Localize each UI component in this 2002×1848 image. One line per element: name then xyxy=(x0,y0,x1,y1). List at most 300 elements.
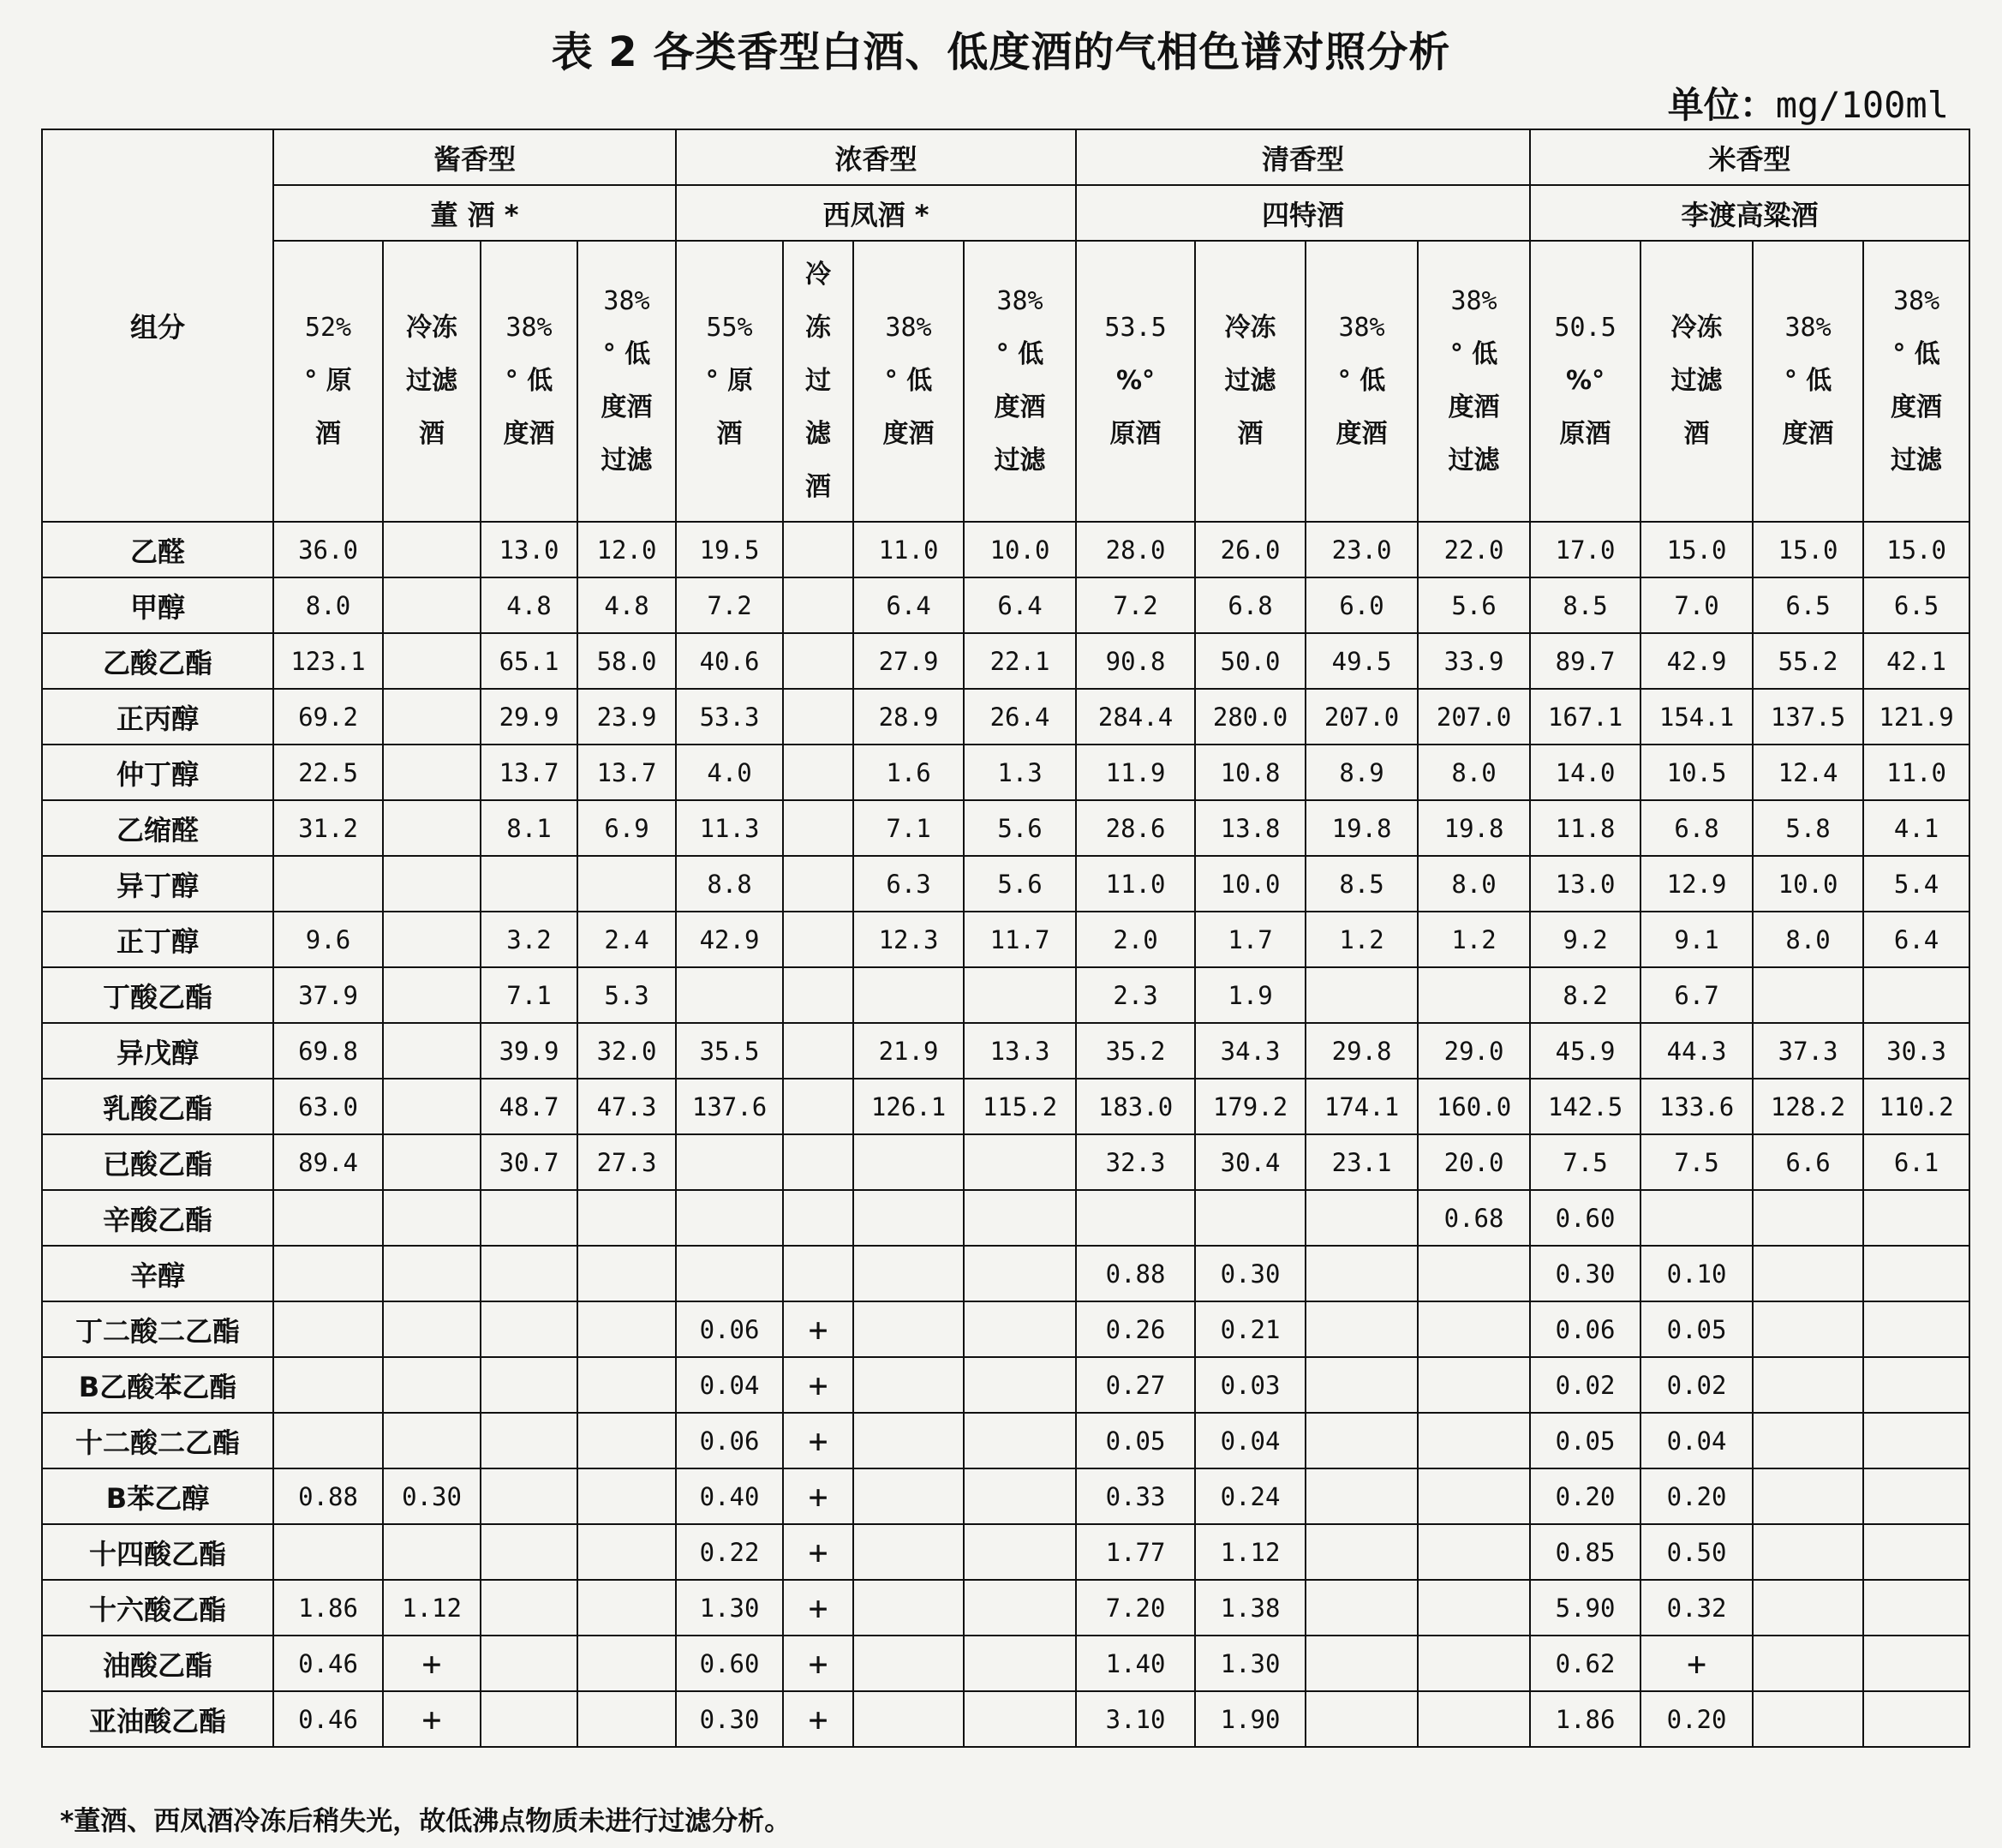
value-cell: 2.3 xyxy=(1076,967,1195,1023)
value-cell: 1.30 xyxy=(1195,1636,1306,1691)
column-header-desc: 冷冻 过滤 酒 xyxy=(406,313,457,449)
value-cell xyxy=(383,1357,481,1413)
value-cell: 37.9 xyxy=(273,967,383,1023)
value-cell: 0.30 xyxy=(383,1468,481,1524)
value-cell: 0.46 xyxy=(273,1691,383,1747)
value-cell: 0.30 xyxy=(1530,1246,1640,1301)
value-cell xyxy=(964,1691,1076,1747)
value-cell xyxy=(1306,1636,1418,1691)
column-header-desc: ° 低 度酒 过滤 xyxy=(994,339,1046,475)
value-cell: 1.86 xyxy=(273,1580,383,1636)
value-cell: 8.0 xyxy=(1418,856,1530,912)
column-header-abv: 38% xyxy=(1892,286,1940,316)
value-cell: 1.12 xyxy=(383,1580,481,1636)
value-cell xyxy=(1863,1190,1969,1246)
value-cell: 11.7 xyxy=(964,912,1076,967)
value-cell: + xyxy=(783,1468,853,1524)
value-cell: 0.02 xyxy=(1640,1357,1753,1413)
column-header-abv: 38% xyxy=(885,313,932,343)
value-cell: 30.4 xyxy=(1195,1134,1306,1190)
value-cell: + xyxy=(783,1524,853,1580)
value-cell: 154.1 xyxy=(1640,689,1753,745)
value-cell xyxy=(1418,1357,1530,1413)
value-cell xyxy=(853,1580,964,1636)
value-cell xyxy=(964,1357,1076,1413)
column-header-desc: ° 原 酒 xyxy=(304,366,352,449)
table-row xyxy=(42,912,1969,967)
column-header-abv: 55% xyxy=(706,313,753,343)
value-cell: + xyxy=(383,1636,481,1691)
column-header xyxy=(273,241,383,522)
value-cell: 8.0 xyxy=(273,577,383,633)
column-header xyxy=(1195,241,1306,522)
value-cell: 115.2 xyxy=(964,1079,1076,1134)
value-cell xyxy=(1418,967,1530,1023)
value-cell: 5.4 xyxy=(1863,856,1969,912)
value-cell: 0.24 xyxy=(1195,1468,1306,1524)
column-header-desc: %° 原酒 xyxy=(1109,366,1162,449)
value-cell xyxy=(1753,1190,1863,1246)
table-row xyxy=(42,1468,1969,1524)
value-cell xyxy=(783,967,853,1023)
table-row xyxy=(42,1190,1969,1246)
value-cell: 8.5 xyxy=(1530,577,1640,633)
value-cell: 7.20 xyxy=(1076,1580,1195,1636)
value-cell: 13.0 xyxy=(1530,856,1640,912)
value-cell: 89.4 xyxy=(273,1134,383,1190)
value-cell: 20.0 xyxy=(1418,1134,1530,1190)
value-cell xyxy=(481,1301,577,1357)
table-row xyxy=(42,577,1969,633)
value-cell xyxy=(383,856,481,912)
value-cell xyxy=(964,1301,1076,1357)
group-brand-header: 李渡高粱酒 xyxy=(1530,185,1969,241)
value-cell: 32.3 xyxy=(1076,1134,1195,1190)
value-cell xyxy=(577,1468,676,1524)
table-row xyxy=(42,856,1969,912)
value-cell xyxy=(577,1301,676,1357)
value-cell: 5.6 xyxy=(964,856,1076,912)
value-cell xyxy=(577,1190,676,1246)
value-cell: 0.32 xyxy=(1640,1580,1753,1636)
value-cell xyxy=(783,1023,853,1079)
table-row xyxy=(42,1413,1969,1468)
value-cell xyxy=(964,1524,1076,1580)
value-cell xyxy=(383,912,481,967)
value-cell: 8.0 xyxy=(1753,912,1863,967)
value-cell: 23.9 xyxy=(577,689,676,745)
value-cell: 5.6 xyxy=(1418,577,1530,633)
value-cell: 32.0 xyxy=(577,1023,676,1079)
value-cell: 0.20 xyxy=(1530,1468,1640,1524)
value-cell xyxy=(1863,1301,1969,1357)
component-name: 异丁醇 xyxy=(42,856,273,912)
value-cell: 11.3 xyxy=(676,800,783,856)
value-cell: 27.3 xyxy=(577,1134,676,1190)
column-header xyxy=(1076,241,1195,522)
group-brand-header: 董 酒 * xyxy=(273,185,676,241)
value-cell: + xyxy=(383,1691,481,1747)
value-cell: 0.88 xyxy=(273,1468,383,1524)
value-cell: 49.5 xyxy=(1306,633,1418,689)
value-cell xyxy=(783,1246,853,1301)
value-cell: 8.8 xyxy=(676,856,783,912)
value-cell: 19.8 xyxy=(1418,800,1530,856)
value-cell: 30.7 xyxy=(481,1134,577,1190)
value-cell: 15.0 xyxy=(1640,522,1753,577)
value-cell xyxy=(1753,1357,1863,1413)
component-name: 十四酸乙酯 xyxy=(42,1524,273,1580)
value-cell: 19.8 xyxy=(1306,800,1418,856)
column-header xyxy=(783,241,853,522)
column-header-desc: ° 低 度酒 过滤 xyxy=(1448,339,1500,475)
value-cell xyxy=(853,1691,964,1747)
value-cell: 0.05 xyxy=(1076,1413,1195,1468)
value-cell: 53.3 xyxy=(676,689,783,745)
value-cell xyxy=(676,1190,783,1246)
value-cell: 7.2 xyxy=(676,577,783,633)
value-cell: + xyxy=(783,1413,853,1468)
value-cell: 6.4 xyxy=(964,577,1076,633)
value-cell: 15.0 xyxy=(1753,522,1863,577)
value-cell: 7.2 xyxy=(1076,577,1195,633)
value-cell: 0.60 xyxy=(676,1636,783,1691)
component-name: 仲丁醇 xyxy=(42,745,273,800)
value-cell: 6.6 xyxy=(1753,1134,1863,1190)
value-cell: 9.1 xyxy=(1640,912,1753,967)
group-brand-header: 四特酒 xyxy=(1076,185,1530,241)
value-cell xyxy=(853,1413,964,1468)
component-name: 异戊醇 xyxy=(42,1023,273,1079)
component-name: 已酸乙酯 xyxy=(42,1134,273,1190)
value-cell: 42.1 xyxy=(1863,633,1969,689)
component-name: 辛醇 xyxy=(42,1246,273,1301)
value-cell: 0.05 xyxy=(1640,1301,1753,1357)
value-cell xyxy=(1863,1246,1969,1301)
value-cell xyxy=(1418,1413,1530,1468)
value-cell xyxy=(383,1134,481,1190)
value-cell xyxy=(1306,1357,1418,1413)
table-row xyxy=(42,1023,1969,1079)
value-cell xyxy=(964,1636,1076,1691)
component-name: 丁二酸二乙酯 xyxy=(42,1301,273,1357)
value-cell: + xyxy=(783,1357,853,1413)
value-cell: 123.1 xyxy=(273,633,383,689)
value-cell xyxy=(1418,1691,1530,1747)
value-cell xyxy=(783,1079,853,1134)
component-name: B苯乙醇 xyxy=(42,1468,273,1524)
value-cell: 30.3 xyxy=(1863,1023,1969,1079)
value-cell xyxy=(1640,1190,1753,1246)
table-row xyxy=(42,1691,1969,1747)
value-cell: 6.3 xyxy=(853,856,964,912)
value-cell: 9.6 xyxy=(273,912,383,967)
value-cell: 7.0 xyxy=(1640,577,1753,633)
column-header-abv: 50.5 xyxy=(1554,313,1617,343)
value-cell: 0.20 xyxy=(1640,1691,1753,1747)
value-cell: 39.9 xyxy=(481,1023,577,1079)
column-header-abv: 38% xyxy=(1338,313,1385,343)
value-cell: 1.2 xyxy=(1418,912,1530,967)
value-cell: 137.6 xyxy=(676,1079,783,1134)
value-cell xyxy=(577,1636,676,1691)
value-cell xyxy=(1306,1413,1418,1468)
value-cell: 0.60 xyxy=(1530,1190,1640,1246)
value-cell xyxy=(853,1524,964,1580)
value-cell xyxy=(1306,1468,1418,1524)
value-cell: 0.50 xyxy=(1640,1524,1753,1580)
table-row xyxy=(42,967,1969,1023)
value-cell: 1.2 xyxy=(1306,912,1418,967)
value-cell: + xyxy=(1640,1636,1753,1691)
value-cell: 207.0 xyxy=(1306,689,1418,745)
group-brand-header: 西凤酒 * xyxy=(676,185,1076,241)
value-cell xyxy=(1306,1246,1418,1301)
value-cell: 142.5 xyxy=(1530,1079,1640,1134)
column-header-abv: 52% xyxy=(304,313,352,343)
value-cell xyxy=(577,1357,676,1413)
value-cell xyxy=(481,1357,577,1413)
value-cell xyxy=(481,1246,577,1301)
value-cell xyxy=(577,1246,676,1301)
value-cell: 0.10 xyxy=(1640,1246,1753,1301)
value-cell: 40.6 xyxy=(676,633,783,689)
table-row xyxy=(42,1301,1969,1357)
value-cell: 6.5 xyxy=(1753,577,1863,633)
value-cell xyxy=(577,856,676,912)
value-cell: 35.2 xyxy=(1076,1023,1195,1079)
value-cell xyxy=(383,1190,481,1246)
value-cell: 0.30 xyxy=(1195,1246,1306,1301)
column-header-desc: %° 原酒 xyxy=(1559,366,1611,449)
value-cell: 0.06 xyxy=(676,1301,783,1357)
value-cell: 0.20 xyxy=(1640,1468,1753,1524)
value-cell xyxy=(1863,1580,1969,1636)
value-cell: 28.0 xyxy=(1076,522,1195,577)
value-cell: 11.0 xyxy=(853,522,964,577)
value-cell xyxy=(964,1413,1076,1468)
column-header xyxy=(1863,241,1969,522)
value-cell: 35.5 xyxy=(676,1023,783,1079)
table-title: 表 2 各类香型白酒、低度酒的气相色谱对照分析 xyxy=(551,28,1451,76)
column-header xyxy=(1418,241,1530,522)
value-cell: 1.12 xyxy=(1195,1524,1306,1580)
value-cell: 5.8 xyxy=(1753,800,1863,856)
value-cell: 6.8 xyxy=(1640,800,1753,856)
value-cell xyxy=(964,967,1076,1023)
value-cell: 1.3 xyxy=(964,745,1076,800)
value-cell: 1.30 xyxy=(676,1580,783,1636)
table-row xyxy=(42,1079,1969,1134)
value-cell xyxy=(383,745,481,800)
value-cell: 29.9 xyxy=(481,689,577,745)
value-cell xyxy=(1306,1301,1418,1357)
value-cell: 29.0 xyxy=(1418,1023,1530,1079)
value-cell: 174.1 xyxy=(1306,1079,1418,1134)
value-cell xyxy=(481,1691,577,1747)
table-row xyxy=(42,1246,1969,1301)
value-cell: 12.9 xyxy=(1640,856,1753,912)
value-cell: 4.1 xyxy=(1863,800,1969,856)
value-cell: 47.3 xyxy=(577,1079,676,1134)
value-cell: 126.1 xyxy=(853,1079,964,1134)
value-cell: 29.8 xyxy=(1306,1023,1418,1079)
value-cell: 11.8 xyxy=(1530,800,1640,856)
value-cell xyxy=(273,856,383,912)
value-cell: 4.0 xyxy=(676,745,783,800)
value-cell: 5.6 xyxy=(964,800,1076,856)
value-cell: 207.0 xyxy=(1418,689,1530,745)
value-cell xyxy=(964,1190,1076,1246)
value-cell: 42.9 xyxy=(676,912,783,967)
value-cell: 5.90 xyxy=(1530,1580,1640,1636)
value-cell: 27.9 xyxy=(853,633,964,689)
value-cell xyxy=(853,1134,964,1190)
value-cell xyxy=(1076,1190,1195,1246)
value-cell xyxy=(1195,1190,1306,1246)
value-cell: 6.5 xyxy=(1863,577,1969,633)
column-header-desc: ° 低 度酒 过滤 xyxy=(601,339,653,475)
value-cell: 23.0 xyxy=(1306,522,1418,577)
value-cell: 0.04 xyxy=(1640,1413,1753,1468)
value-cell: 63.0 xyxy=(273,1079,383,1134)
value-cell: 0.88 xyxy=(1076,1246,1195,1301)
value-cell: 11.0 xyxy=(1076,856,1195,912)
value-cell: 128.2 xyxy=(1753,1079,1863,1134)
value-cell xyxy=(1306,1190,1418,1246)
value-cell: 0.06 xyxy=(1530,1301,1640,1357)
column-header-desc: ° 低 度酒 xyxy=(503,366,555,449)
value-cell: 1.38 xyxy=(1195,1580,1306,1636)
value-cell xyxy=(1418,1468,1530,1524)
table-row xyxy=(42,1636,1969,1691)
value-cell xyxy=(676,1246,783,1301)
value-cell xyxy=(783,912,853,967)
value-cell xyxy=(676,967,783,1023)
column-header-abv: 38% xyxy=(996,286,1043,316)
value-cell: 179.2 xyxy=(1195,1079,1306,1134)
value-cell: 0.06 xyxy=(676,1413,783,1468)
column-header xyxy=(383,241,481,522)
value-cell: 183.0 xyxy=(1076,1079,1195,1134)
value-cell: 0.27 xyxy=(1076,1357,1195,1413)
value-cell: 8.9 xyxy=(1306,745,1418,800)
value-cell: 1.40 xyxy=(1076,1636,1195,1691)
value-cell: 160.0 xyxy=(1418,1079,1530,1134)
value-cell: 1.9 xyxy=(1195,967,1306,1023)
value-cell: 22.0 xyxy=(1418,522,1530,577)
table-row xyxy=(42,745,1969,800)
value-cell xyxy=(853,1190,964,1246)
value-cell: 4.8 xyxy=(481,577,577,633)
value-cell: 36.0 xyxy=(273,522,383,577)
table-row xyxy=(42,1524,1969,1580)
value-cell xyxy=(1753,1413,1863,1468)
component-name: 甲醇 xyxy=(42,577,273,633)
value-cell: 11.0 xyxy=(1863,745,1969,800)
value-cell xyxy=(273,1301,383,1357)
value-cell: 8.5 xyxy=(1306,856,1418,912)
value-cell: 7.1 xyxy=(853,800,964,856)
value-cell: 0.04 xyxy=(1195,1413,1306,1468)
value-cell xyxy=(1753,967,1863,1023)
component-header: 组分 xyxy=(42,129,273,522)
value-cell xyxy=(853,1301,964,1357)
value-cell: 22.1 xyxy=(964,633,1076,689)
value-cell: 6.8 xyxy=(1195,577,1306,633)
value-cell: 1.86 xyxy=(1530,1691,1640,1747)
value-cell xyxy=(273,1413,383,1468)
value-cell xyxy=(383,633,481,689)
value-cell: 69.2 xyxy=(273,689,383,745)
table-row xyxy=(42,1580,1969,1636)
value-cell: 28.9 xyxy=(853,689,964,745)
table-row xyxy=(42,1134,1969,1190)
value-cell: 0.22 xyxy=(676,1524,783,1580)
value-cell xyxy=(1418,1636,1530,1691)
value-cell: 7.5 xyxy=(1640,1134,1753,1190)
unit-label xyxy=(1668,77,1949,129)
value-cell xyxy=(1753,1691,1863,1747)
column-header-desc: ° 低 度酒 xyxy=(882,366,935,449)
component-name: 乳酸乙酯 xyxy=(42,1079,273,1134)
component-name: B乙酸苯乙酯 xyxy=(42,1357,273,1413)
column-header xyxy=(1530,241,1640,522)
value-cell: 0.68 xyxy=(1418,1190,1530,1246)
value-cell: 0.30 xyxy=(676,1691,783,1747)
column-header-desc: 冷冻 过滤 酒 xyxy=(1224,313,1276,449)
value-cell: 90.8 xyxy=(1076,633,1195,689)
value-cell: 10.5 xyxy=(1640,745,1753,800)
value-cell xyxy=(1753,1580,1863,1636)
column-header xyxy=(577,241,676,522)
value-cell xyxy=(383,1413,481,1468)
value-cell xyxy=(853,967,964,1023)
value-cell: 31.2 xyxy=(273,800,383,856)
value-cell xyxy=(676,1134,783,1190)
value-cell xyxy=(964,1468,1076,1524)
column-header-desc: 冷 冻 过 滤 酒 xyxy=(805,260,832,502)
value-cell: 19.5 xyxy=(676,522,783,577)
component-name: 油酸乙酯 xyxy=(42,1636,273,1691)
value-cell: + xyxy=(783,1580,853,1636)
column-header xyxy=(853,241,964,522)
value-cell: 0.46 xyxy=(273,1636,383,1691)
group-type-header: 米香型 xyxy=(1530,129,1969,185)
value-cell xyxy=(481,1580,577,1636)
value-cell xyxy=(383,689,481,745)
value-cell xyxy=(273,1246,383,1301)
group-type-header: 清香型 xyxy=(1076,129,1530,185)
value-cell xyxy=(1418,1246,1530,1301)
value-cell: 280.0 xyxy=(1195,689,1306,745)
value-cell: 137.5 xyxy=(1753,689,1863,745)
column-header-desc: ° 低 度酒 过滤 xyxy=(1891,339,1943,475)
value-cell xyxy=(273,1357,383,1413)
value-cell: 1.90 xyxy=(1195,1691,1306,1747)
column-header-abv: 53.5 xyxy=(1104,313,1167,343)
value-cell: 10.0 xyxy=(1753,856,1863,912)
column-header-desc: ° 低 度酒 xyxy=(1336,366,1388,449)
value-cell: 0.33 xyxy=(1076,1468,1195,1524)
value-cell xyxy=(783,522,853,577)
column-header xyxy=(1640,241,1753,522)
table-row xyxy=(42,800,1969,856)
column-header xyxy=(676,241,783,522)
value-cell: 13.0 xyxy=(481,522,577,577)
value-cell: 55.2 xyxy=(1753,633,1863,689)
value-cell: 0.21 xyxy=(1195,1301,1306,1357)
